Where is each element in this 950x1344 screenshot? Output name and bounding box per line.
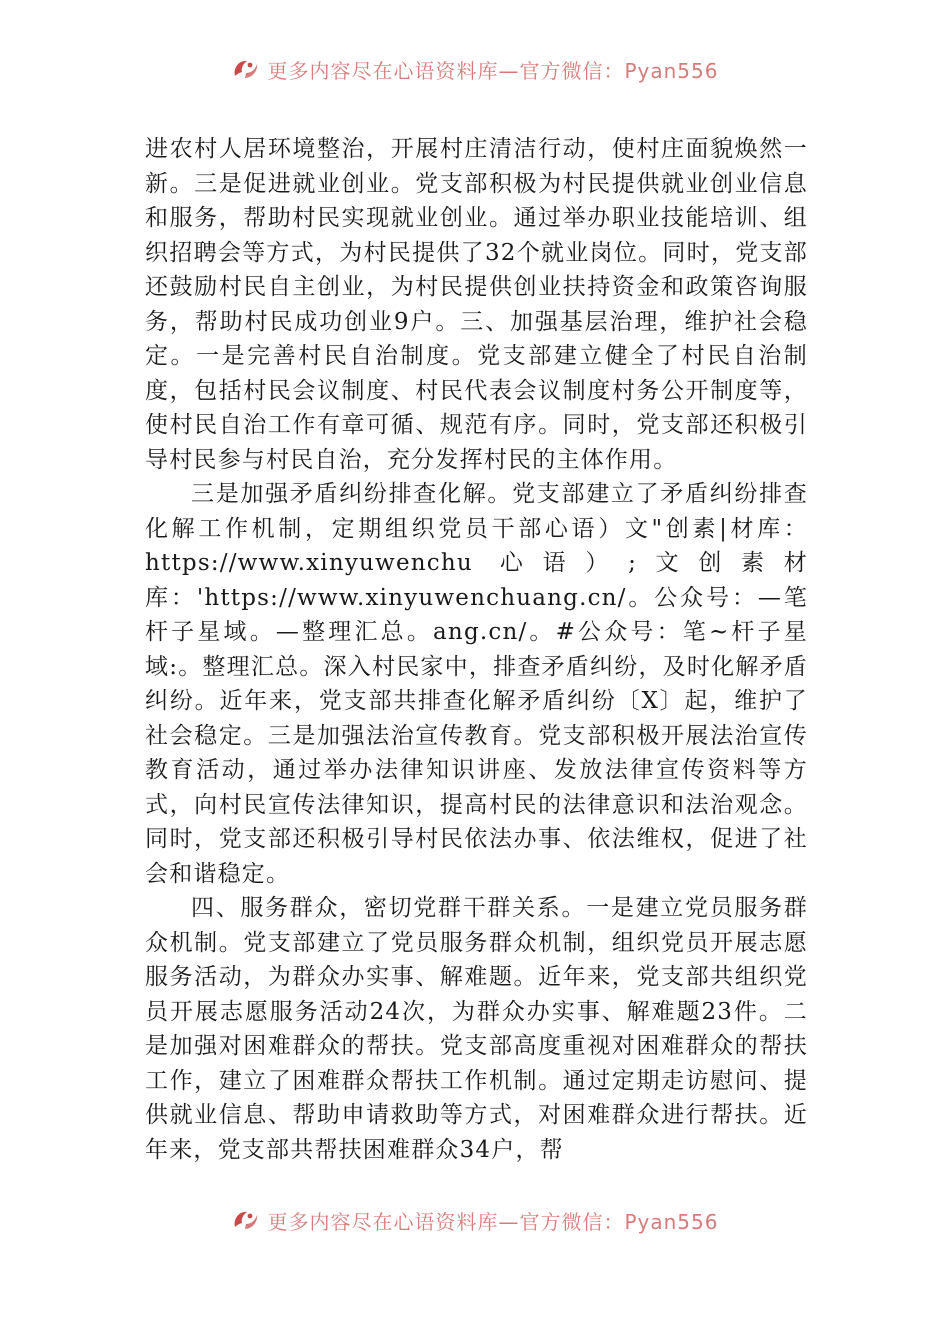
watermark-text: 更多内容尽在心语资料库—官方微信：Pyan556 <box>267 58 719 83</box>
brand-logo-icon <box>231 56 261 82</box>
header-watermark <box>0 52 950 86</box>
paragraph-3: 四、服务群众，密切党群干群关系。一是建立党员服务群众机制。党支部建立了党员服务群众机制，组织党员开展志愿服务活动，为群众办实事、解难题。近年来，党支部共组织党员开展志愿服务活动24次，为群众办实事、解难题23件。二是加强对困难群众的帮扶。党支部高度重视对困难群众的帮扶工作，建立了困难群众帮扶工作机制。通过定期走访慰问、提供就业信息、帮助申请救助等方式，对困难群众进行帮扶。近年来，党支部共帮扶困难群众34户，帮 <box>145 895 808 1163</box>
paragraph-2: 三是加强矛盾纠纷排查化解。党支部建立了矛盾纠纷排查化解工作机制，定期组织党员干部心语）文"创素|材库：https://www.xinyuwenchu 心语）;文创素材库：'https://www.xinyuwenchuang.cn/。公众号：—笔杆子星域。—整理汇总。ang.cn/。#公众号：笔~杆子星域:。整理汇总。深入村民家中，排查矛盾纠纷，及时化解矛盾纠纷。近年来，党支部共排查化解矛盾纠纷〔X〕起，维护了社会稳定。三是加强法治宣传教育。党支部积极开展法治宣传教育活动，通过举办法律知识讲座、发放法律宣传资料等方式，向村民宣传法律知识，提高村民的法律意识和法治观念。同时，党支部还积极引导村民依法办事、依法维权，促进了社会和谐稳定。 <box>145 481 808 887</box>
document-body <box>145 132 808 1167</box>
brand-logo-icon <box>231 1207 261 1233</box>
watermark-text: 更多内容尽在心语资料库—官方微信：Pyan556 <box>267 1209 719 1234</box>
footer-watermark <box>0 1203 950 1237</box>
paragraph-1: 进农村人居环境整治，开展村庄清洁行动，使村庄面貌焕然一新。三是促进就业创业。党支部积极为村民提供就业创业信息和服务，帮助村民实现就业创业。通过举办职业技能培训、组织招聘会等方式，为村民提供了32个就业岗位。同时，党支部还鼓励村民自主创业，为村民提供创业扶持资金和政策咨询服务，帮助村民成功创业9户。三、加强基层治理，维护社会稳定。一是完善村民自治制度。党支部建立健全了村民自治制度，包括村民会议制度、村民代表会议制度村务公开制度等，使村民自治工作有章可循、规范有序。同时，党支部还积极引导村民参与村民自治，充分发挥村民的主体作用。 <box>145 136 808 473</box>
